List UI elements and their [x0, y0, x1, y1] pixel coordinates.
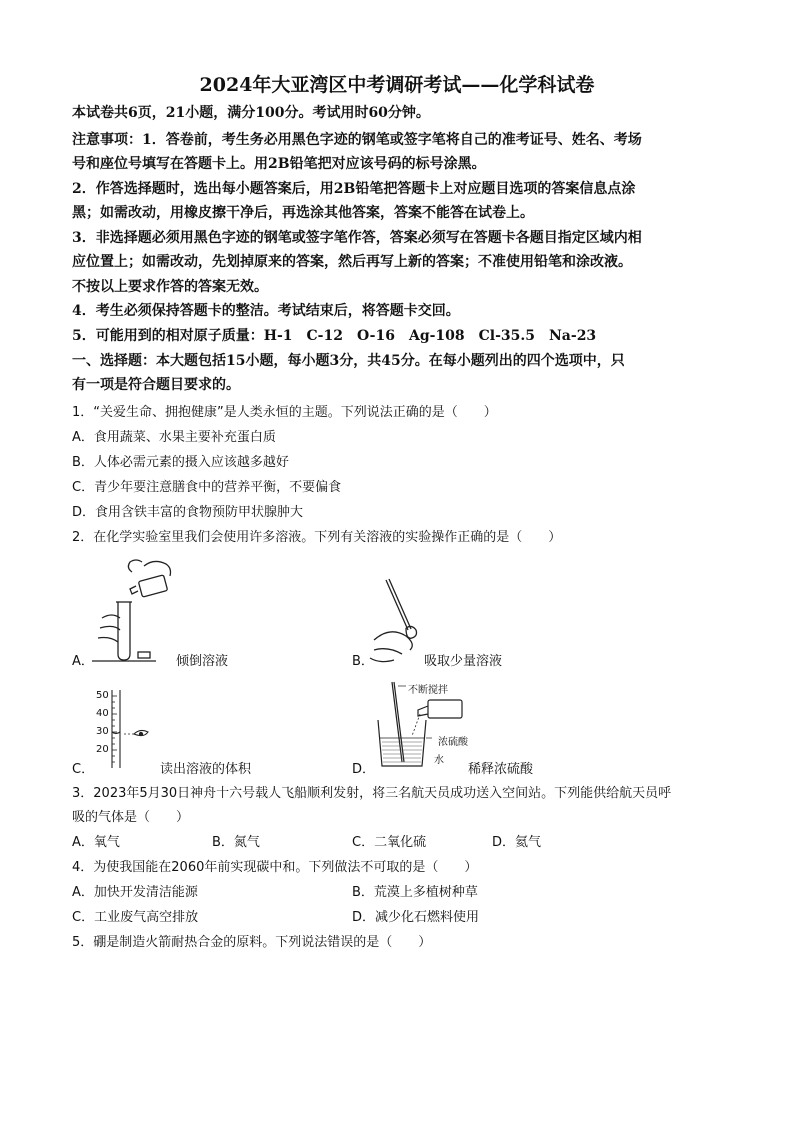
q4-option-d: D．减少化石燃料使用	[352, 910, 480, 925]
notes-line-1: 注意事项：1．答卷前，考生务必用黑色字迹的钢笔或签字笔将自己的准考证号、姓名、考场	[72, 132, 642, 148]
q2-option-a-label: 倾倒溶液	[176, 654, 229, 669]
cylinder-tick-40: 40	[96, 708, 109, 719]
q2-figure-a-pouring	[92, 556, 182, 666]
q2-option-d-label: 稀释浓硫酸	[468, 762, 534, 777]
cylinder-tick-50: 50	[96, 690, 109, 701]
notes-item-3-line-1: 3．非选择题必须用黑色字迹的钢笔或签字笔作答，答案必须写在答题卡各题目指定区域内相	[72, 230, 642, 246]
q3-option-d: D．氦气	[492, 835, 542, 850]
notes-item-4: 4．考生必须保持答题卡的整洁。考试结束后，将答题卡交回。	[72, 303, 460, 319]
q4-option-b: B．荒漠上多植树种草	[352, 885, 478, 900]
q2-figure-b-dropper	[368, 578, 428, 668]
q2-option-b-label: 吸取少量溶液	[424, 654, 503, 669]
q4-option-a: A．加快开发清洁能源	[72, 885, 198, 900]
q3-stem-line-1: 3．2023年5月30日神舟十六号载人飞船顺利发射，将三名航天员成功送入空间站。下列能供给航天员呼	[72, 786, 672, 801]
section-heading-line-2: 有一项是符合题目要求的。	[72, 377, 240, 393]
notes-item-3-line-3: 不按以上要求作答的答案无效。	[72, 279, 268, 295]
notes-item-3-line-2: 应位置上；如需改动，先划掉原来的答案，然后再写上新的答案；不准使用铅笔和涂改液。	[72, 254, 632, 270]
q3-stem-line-2: 吸的气体是（ ）	[72, 810, 190, 825]
q4-option-c: C．工业废气高空排放	[72, 910, 199, 925]
intro-line: 本试卷共6页，21小题，满分100分。考试用时60分钟。	[72, 105, 430, 121]
cylinder-tick-20: 20	[96, 744, 109, 755]
q2-option-d-letter: D．	[352, 762, 376, 777]
q1-option-a: A．食用蔬菜、水果主要补充蛋白质	[72, 430, 276, 445]
q2-d-annot-water: 水	[434, 755, 444, 766]
notes-item-5: 5．可能用到的相对原子质量：H-1 C-12 O-16 Ag-108 Cl-35.5 Na-23	[72, 328, 597, 344]
q1-option-d: D．食用含铁丰富的食物预防甲状腺肿大	[72, 505, 304, 520]
notes-line-2: 号和座位号填写在答题卡上。用2B铅笔把对应该号码的标号涂黑。	[72, 156, 486, 172]
q1-stem: 1．“关爱生命、拥抱健康”是人类永恒的主题。下列说法正确的是（ ）	[72, 405, 497, 420]
q2-option-a-letter: A．	[72, 654, 94, 669]
q3-option-b: B．氮气	[212, 835, 260, 850]
q3-option-a: A．氧气	[72, 835, 120, 850]
q2-option-c-letter: C．	[72, 762, 95, 777]
q2-option-c-label: 读出溶液的体积	[160, 762, 252, 777]
q2-stem: 2．在化学实验室里我们会使用许多溶液。下列有关溶液的实验操作正确的是（ ）	[72, 530, 562, 545]
q2-d-annot-stir: 不断搅拌	[408, 685, 448, 696]
notes-item-2-line-1: 2．作答选择题时，选出每小题答案后，用2B铅笔把答题卡上对应题目选项的答案信息点涂	[72, 181, 636, 197]
q2-d-annot-acid: 浓硫酸	[438, 737, 468, 748]
exam-title: 2024年大亚湾区中考调研考试——化学科试卷	[199, 74, 595, 96]
q2-option-b-letter: B．	[352, 654, 374, 669]
q3-option-c: C．二氧化硫	[352, 835, 427, 850]
q1-option-c: C．青少年要注意膳食中的营养平衡，不要偏食	[72, 480, 342, 495]
q4-stem: 4．为使我国能在2060年前实现碳中和。下列做法不可取的是（ ）	[72, 860, 478, 875]
notes-item-2-line-2: 黑；如需改动，用橡皮擦干净后，再选涂其他答案，答案不能答在试卷上。	[72, 205, 534, 221]
section-heading-line-1: 一、选择题：本大题包括15小题，每小题3分，共45分。在每小题列出的四个选项中，只	[72, 353, 625, 369]
q5-stem: 5．硼是制造火箭耐热合金的原料。下列说法错误的是（ ）	[72, 935, 432, 950]
q1-option-b: B．人体必需元素的摄入应该越多越好	[72, 455, 289, 470]
cylinder-tick-30: 30	[96, 726, 109, 737]
